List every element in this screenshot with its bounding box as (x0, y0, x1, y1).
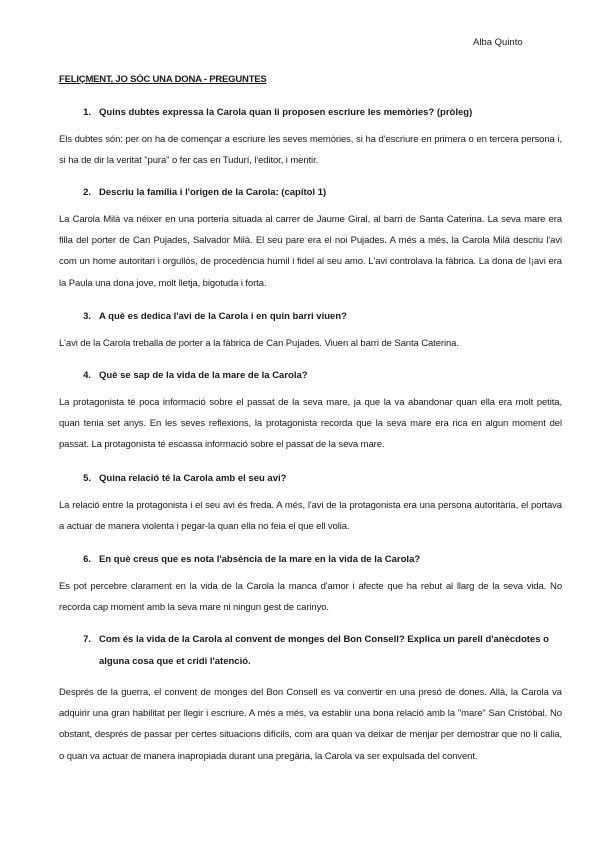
question-section-2 (59, 186, 562, 294)
question-section-6 (59, 553, 562, 618)
author-name: Alba Quinto (473, 37, 523, 48)
question-text: En què creus que es nota l'absència de la mare en la vida de la Carola? (99, 554, 421, 565)
answer-text: Els dubtes són: per on ha de començar a escriure les seves memòries, si ha d'escriure en primera o en tercera persona i, si ha de dir la veritat "pura" o fer cas en Tudurí, l'editor, i mentir. (59, 134, 562, 167)
document-title: FELIÇMENT, JO SÓC UNA DONA - PREGUNTES (59, 74, 267, 85)
question-number: 5. (83, 473, 91, 484)
question-text: Descriu la família i l'origen de la Carola: (capítol 1) (99, 187, 327, 198)
question-text: Com és la vida de la Carola al convent de monges del Bon Consell? Explica un parell d'anècdotes o alguna cosa que et cridi l'atenció. (99, 634, 549, 667)
answer-text: L'avi de la Carola treballa de porter a la fàbrica de Can Pujades. Viuen al barri de Santa Caterina. (59, 338, 459, 349)
question-number: 7. (83, 634, 91, 645)
answer-text: Es pot percebre clarament en la vida de la Carola la manca d'amor i afecte que ha rebut al llarg de la seva vida. No recorda cap moment amb la seva mare ni ningun gest de carinyo. (59, 581, 562, 614)
question-section-1 (59, 106, 562, 171)
answer-text: La protagonista té poca informació sobre el passat de la seva mare, ja que la va abandonar quan ella era molt petita, quan tenia set anys. En les seves reflexions, la protagonista recorda que la seva mare era rica en algun moment del passat. La protagonista té escassa informació sobre el passat de la seva mare. (59, 397, 562, 451)
question-text: Quins dubtes expressa la Carola quan li proposen escriure les memòries? (pròleg) (99, 107, 473, 118)
question-number: 2. (83, 187, 91, 198)
answer-text: Després de la guerra, el convent de monges del Bon Consell es va convertir en una presó de dones. Allà, la Carola va adquirir una gran habilitat per llegir i escriure. A més a més, va establir una bona relació amb la "mare" San Cristóbal. No obstant, després de passar per certes situacions difícils, com ara quan va deixar de menjar per demostrar que no li calia, o quan va actuar de manera inapropiada durant una pregària, la Carola va ser expulsada del convent. (59, 687, 562, 762)
question-heading (59, 472, 562, 486)
question-section-5 (59, 472, 562, 537)
question-text: Quina relació té la Carola amb el seu avi? (99, 473, 287, 484)
question-heading (59, 633, 562, 673)
answer-text: La Carola Milà va néixer en una porteria situada al carrer de Jaume Giral, al barri de Santa Caterina. La seva mare era filla del porter de Can Pujades, Salvador Milà. El seu pare era el noi Pujades. A més a més, la Carola Milà descriu l'avi com un home autoritari i orgullós, de procedència humil i fidel al seu amo. L'avi controlava la fàbrica. La dona de l¡avi era la Paula una dona jove, molt lletja, bigotuda i forta. (59, 214, 562, 289)
question-text: Què se sap de la vida de la mare de la Carola? (99, 370, 308, 381)
question-number: 4. (83, 370, 91, 381)
question-text: A què es dedica l'avi de la Carola i en quin barri viuen? (99, 311, 347, 322)
question-section-7 (59, 633, 562, 767)
answer-text: La relació entre la protagonista i el seu avi és freda. A més, l'avi de la protagonista era una persona autoritària, el portava a actuar de manera violenta i pegar-la quan ella no feia el que ell volia. (59, 500, 562, 533)
question-heading (59, 310, 562, 324)
question-number: 3. (83, 311, 91, 322)
question-number: 1. (83, 107, 91, 118)
question-heading (59, 186, 562, 200)
question-heading (59, 369, 562, 383)
question-number: 6. (83, 554, 91, 565)
question-section-4 (59, 369, 562, 456)
question-heading (59, 106, 562, 120)
question-section-3 (59, 310, 562, 354)
question-heading (59, 553, 562, 567)
